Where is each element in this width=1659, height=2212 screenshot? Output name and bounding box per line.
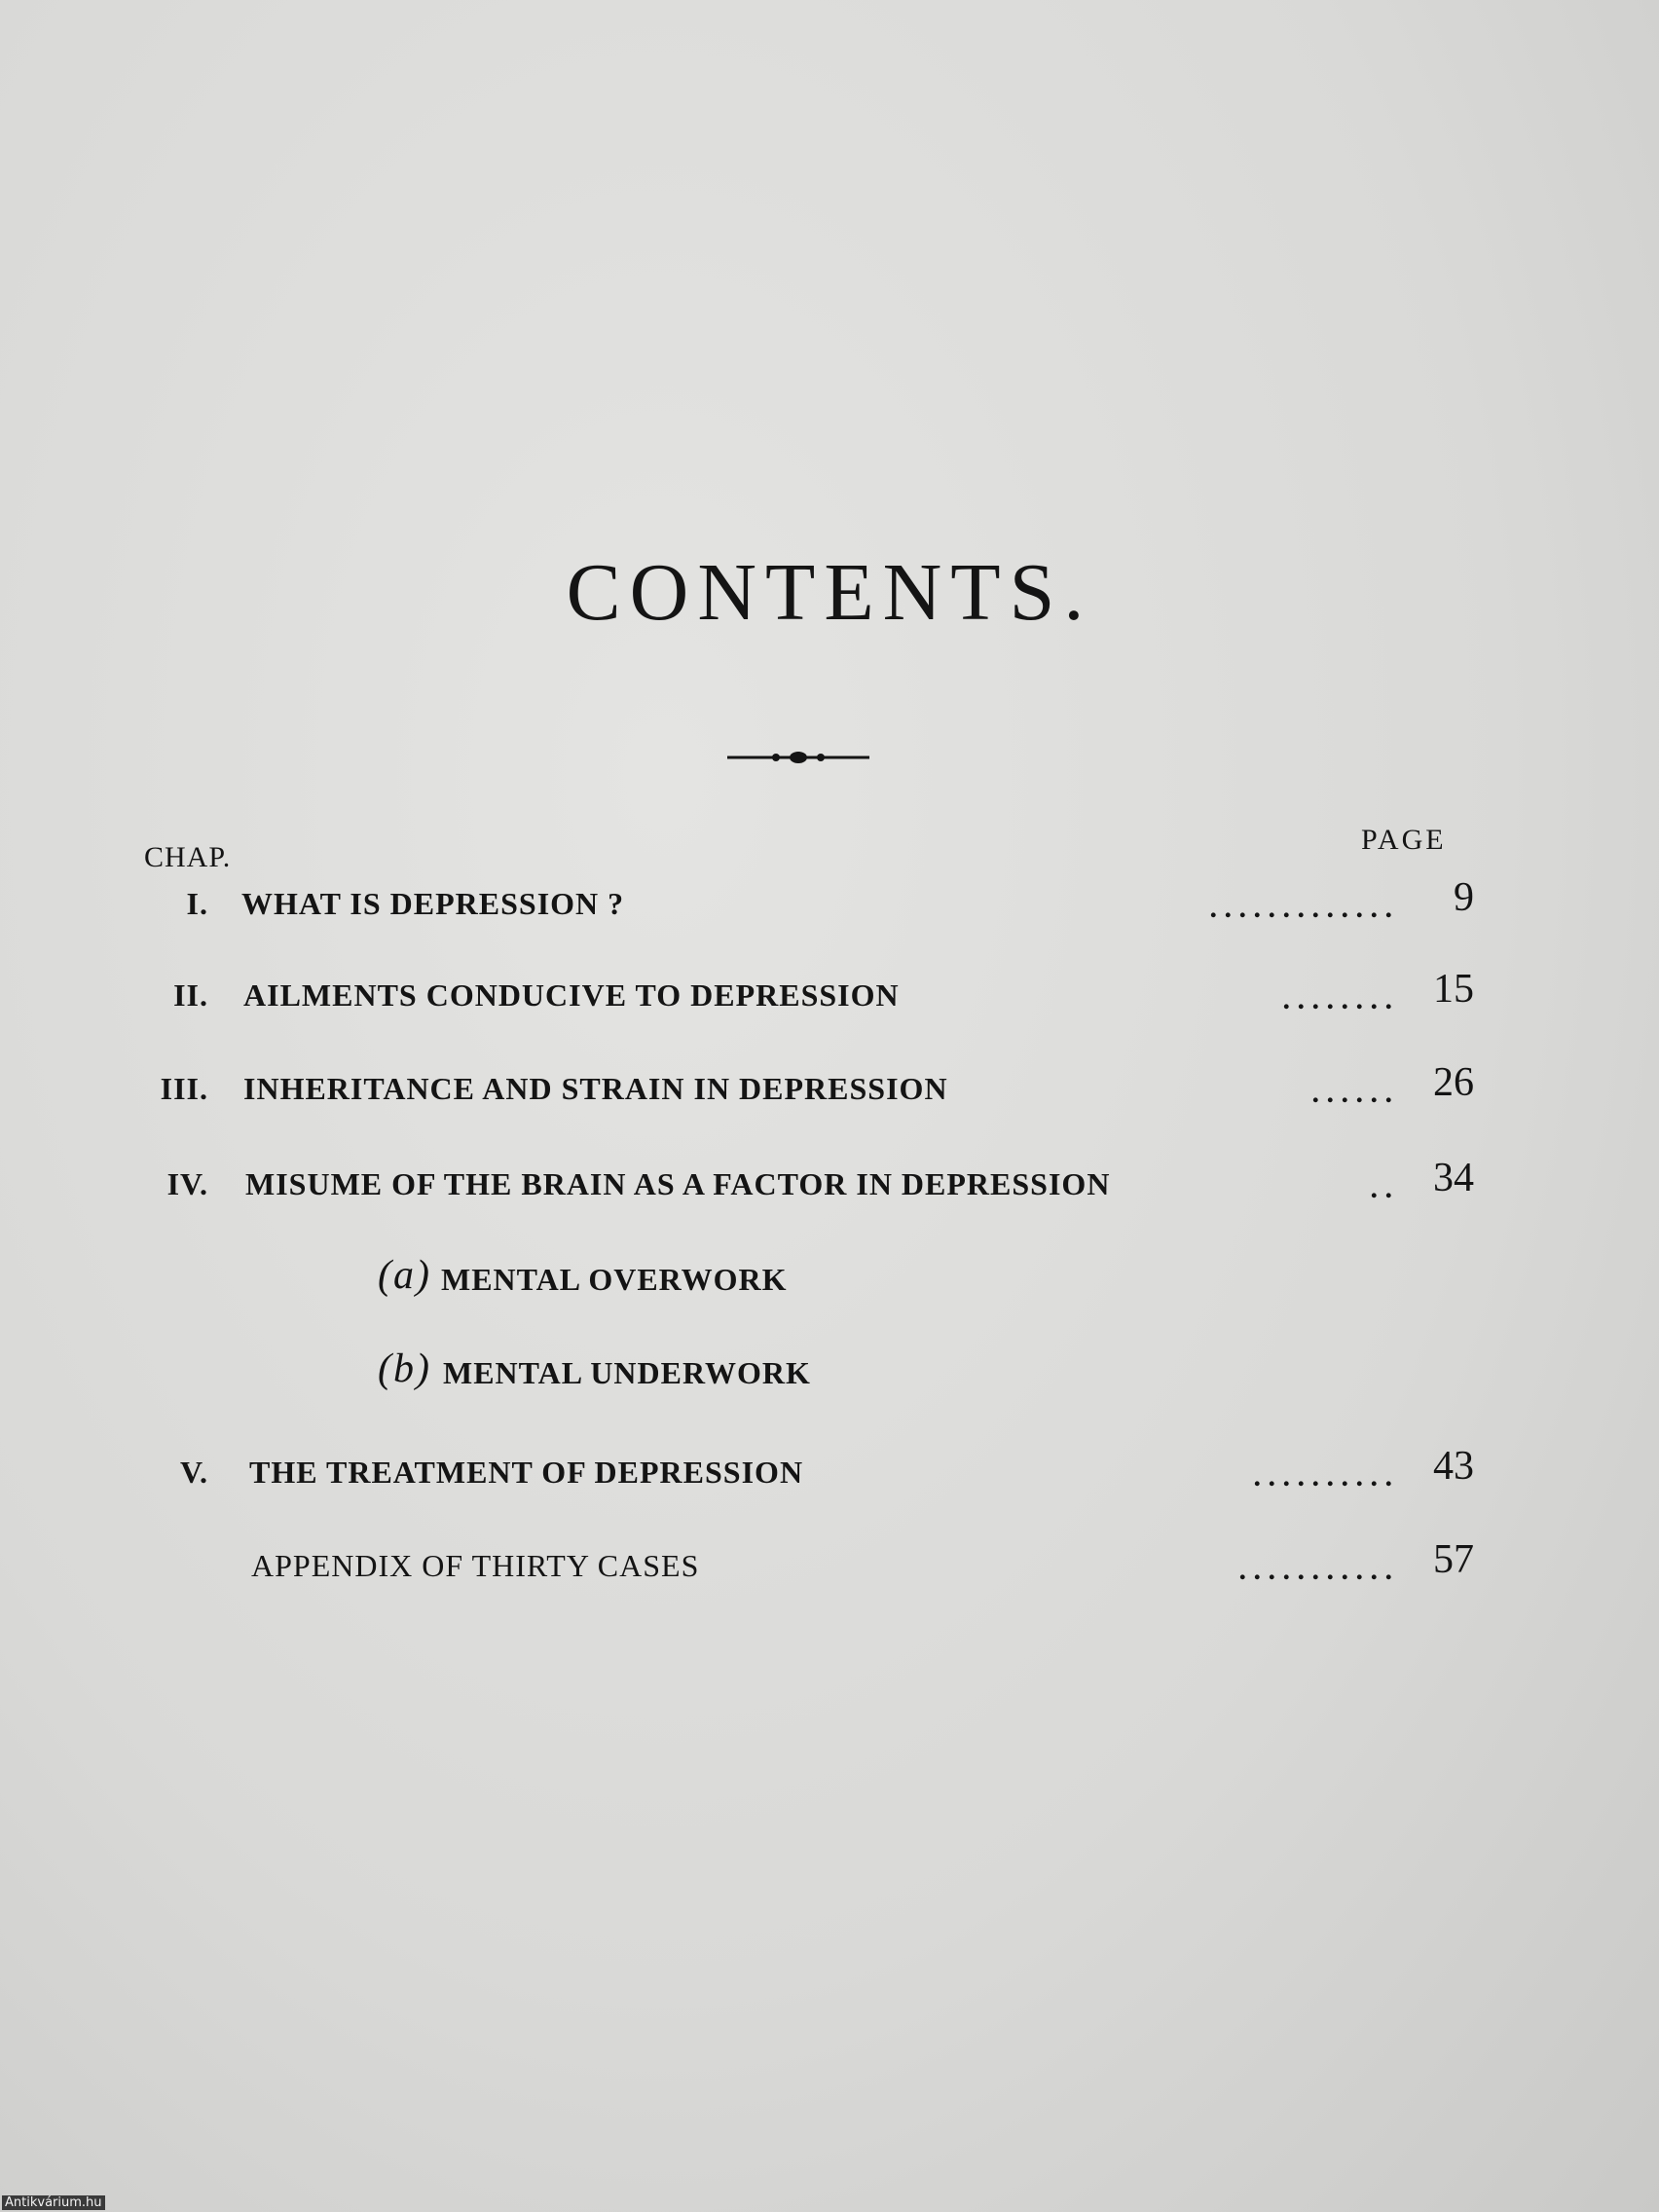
page-number: 34 [1433,1156,1474,1200]
chapter-number: II. [173,977,208,1013]
dot-leader: . . . . . . . . . . . . . [1209,892,1392,921]
dot-leader: . . . . . . [1311,1077,1392,1106]
ornament-divider [725,743,871,772]
toc-entry [0,875,1659,944]
dot-leader: . . . . . . . . [1282,983,1392,1013]
toc-entry [0,967,1659,1036]
page-number: 57 [1433,1537,1474,1582]
dot-leader: . . . . . . . . . . . [1238,1554,1392,1583]
dot-leader: . . . . . . . . . . [1253,1460,1392,1490]
chapter-title: THE TREATMENT OF DEPRESSION [249,1455,804,1490]
chapter-title: WHAT IS DEPRESSION ? [241,886,625,921]
toc-subentry [0,1346,1659,1414]
toc-entry [0,1060,1659,1129]
chapter-column-header: CHAP. [144,841,232,873]
page-number: 26 [1433,1060,1474,1105]
page-number: 9 [1454,875,1474,920]
toc-appendix [0,1537,1659,1606]
dot-leader: . . [1370,1172,1392,1201]
chapter-title: INHERITANCE AND STRAIN IN DEPRESSION [243,1071,948,1106]
page-title: CONTENTS. [566,547,1093,638]
toc-entry [0,1156,1659,1225]
chapter-title: AILMENTS CONDUCIVE TO DEPRESSION [243,977,900,1013]
subentry-marker: (a) [378,1253,431,1298]
chapter-number: V. [180,1455,208,1490]
subentry-title: MENTAL OVERWORK [441,1262,788,1297]
page-number: 15 [1433,967,1474,1012]
chapter-number: I. [186,886,208,921]
chapter-number: III. [160,1071,208,1106]
appendix-title: APPENDIX OF THIRTY CASES [251,1548,700,1583]
page-column-header: PAGE [1361,824,1447,856]
toc-subentry [0,1253,1659,1320]
subentry-marker: (b) [378,1346,431,1391]
chapter-number: IV. [166,1166,208,1201]
page-number: 43 [1433,1444,1474,1489]
chapter-title: MISUME OF THE BRAIN AS A FACTOR IN DEPRESSION [245,1166,1111,1201]
subentry-title: MENTAL UNDERWORK [443,1355,811,1390]
watermark: Antikvárium.hu [2,2195,105,2210]
toc-entry [0,1444,1659,1513]
